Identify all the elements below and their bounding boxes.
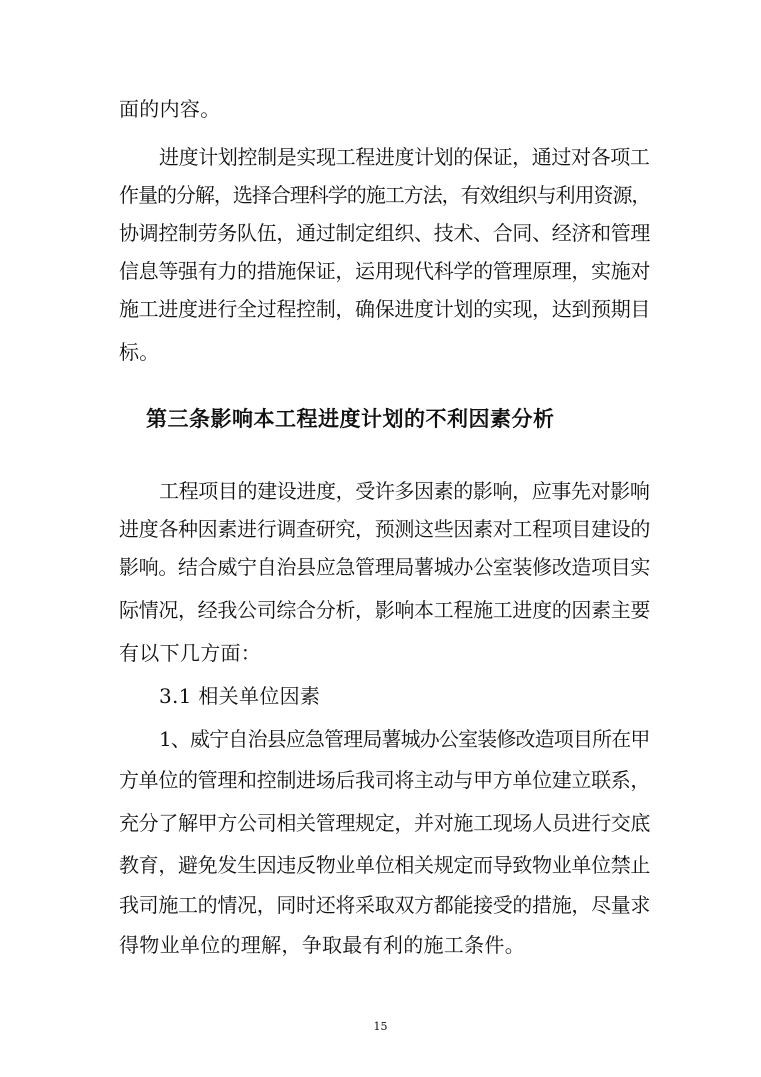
text-line: 1、威宁自治县应急管理局薯城办公室装修改造项目所在甲 [159, 727, 650, 751]
text-line: 进度计划控制是实现工程进度计划的保证，通过对各项工 [159, 145, 650, 169]
text-line: 我司施工的情况，同时还将采取双方都能接受的措施，尽量求 [119, 893, 651, 917]
text-line: 工程项目的建设进度，受许多因素的影响，应事先对影响 [159, 479, 650, 503]
text-line: 影响。结合威宁自治县应急管理局薯城办公室装修改造项目实 [119, 555, 651, 579]
text-line: 施工进度进行全过程控制，确保进度计划的实现，达到预期目 [119, 297, 651, 321]
text-line: 面的内容。 [119, 97, 221, 121]
text-line: 有以下几方面： [119, 641, 262, 665]
text-line: 教育，避免发生因违反物业单位相关规定而导致物业单位禁止 [119, 853, 651, 877]
text-line: 标。 [119, 340, 160, 364]
text-line: 际情况，经我公司综合分析，影响本工程施工进度的因素主要 [119, 598, 651, 622]
text-line: 进度各种因素进行调查研究，预测这些因素对工程项目建设的 [119, 517, 651, 541]
text-line: 充分了解甲方公司相关管理规定，并对施工现场人员进行交底 [119, 811, 651, 835]
text-line: 信息等强有力的措施保证，运用现代科学的管理原理，实施对 [119, 259, 651, 283]
section-heading: 第三条影响本工程进度计划的不利因素分析 [146, 407, 555, 431]
subheading-related-units: 3.1 相关单位因素 [159, 684, 321, 708]
text-line: 作量的分解，选择合理科学的施工方法，有效组织与利用资源， [119, 183, 651, 207]
page-number: 15 [373, 1020, 388, 1033]
text-line: 得物业单位的理解，争取最有利的施工条件。 [119, 933, 525, 957]
text-line: 方单位的管理和控制进场后我司将主动与甲方单位建立联系， [119, 768, 651, 792]
text-line: 协调控制劳务队伍，通过制定组织、技术、合同、经济和管理 [119, 221, 651, 245]
